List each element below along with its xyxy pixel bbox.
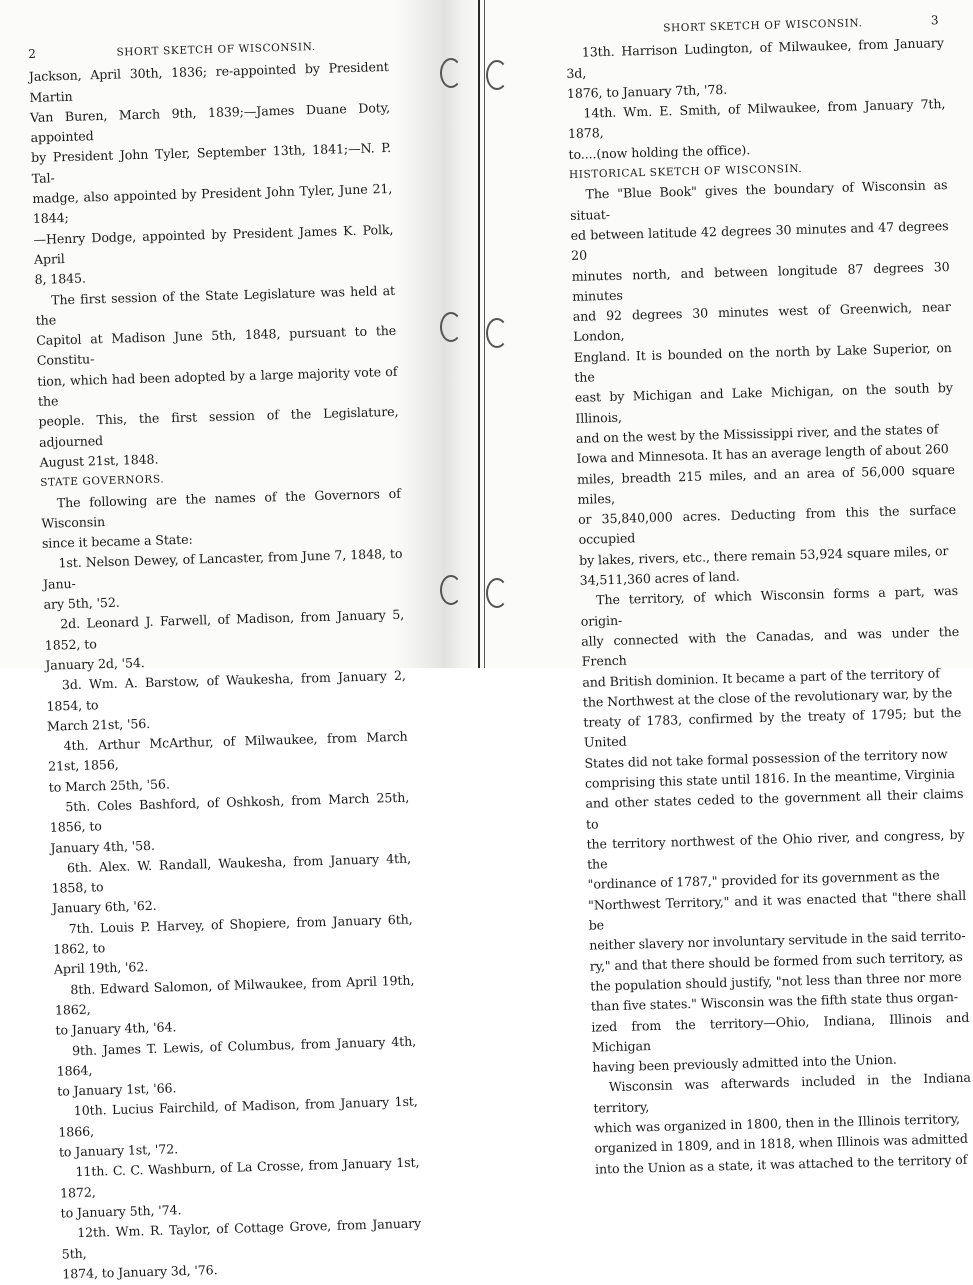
text-line: east by Michigan and Lake Michigan, on the south by Illinois, [574, 380, 953, 426]
text-line: to January 1st, '72. [58, 1141, 179, 1160]
legislature-paragraph [35, 280, 400, 473]
text-line: and on the west by the Mississippi river, and the states of [575, 421, 939, 446]
governor-entry [56, 1031, 418, 1102]
page-number: 3 [930, 13, 940, 28]
text-line: Wisconsin was afterwards included in the Indiana territory, [593, 1070, 972, 1116]
text-line: "Northwest Territory," and it was enacted that "there shall be [587, 887, 967, 933]
text-line: than five states." Wisconsin was the fifth state thus organ- [590, 989, 959, 1014]
running-head: SHORT SKETCH OF WISCONSIN. [116, 40, 316, 59]
text-line: 6th. Alex. W. Randall, Waukesha, from January 4th, 1858, to [51, 850, 412, 896]
governor-entry [52, 909, 414, 980]
text-line: States did not take formal possession of the territory now [584, 745, 948, 771]
text-line: ary 5th, '52. [43, 594, 120, 612]
binder-ring-icon [486, 578, 508, 608]
text-line: January 6th, '62. [51, 898, 157, 917]
text-line: people. This, the first session of the Legislature, adjourned [38, 404, 399, 450]
boundary-paragraph [569, 175, 957, 591]
text-line: which was organized in 1800, then in the Illinois territory, [593, 1111, 961, 1136]
text-line: organized in 1809, and in 1818, when Illinois was admitted [594, 1131, 969, 1156]
text-line: ally connected with the Canadas, and was under the French [581, 623, 960, 669]
binder-ring-icon [486, 318, 508, 348]
text-line: Jackson, April 30th, 1836; re-appointed by President Martin [28, 59, 389, 105]
text-line: 4th. Arthur McArthur, of Milwaukee, from March 21st, 1856, [47, 728, 408, 775]
governor-entry [49, 788, 411, 859]
binder-ring-icon [486, 60, 508, 90]
left-page [28, 34, 423, 1285]
text-line: January 2d, '54. [45, 654, 145, 673]
right-page [565, 10, 973, 1179]
governors-list-continued [566, 33, 947, 165]
appointments-paragraph [29, 57, 395, 290]
text-line: into the Union as a state, it was attached to the territory of [594, 1151, 968, 1177]
text-line: treaty of 1783, confirmed by the treaty of 1795; but the United [583, 704, 962, 751]
text-line: by President John Tyler, September 13th, 1841;—N. P. Tal- [30, 140, 392, 186]
text-line: 5th. Coles Bashford, of Oshkosh, from March 25th, 1856, to [49, 789, 410, 835]
text-line: —Henry Dodge, appointed by President James K. Polk, April [33, 221, 394, 267]
text-line: ed between latitude 42 degrees 30 minutes and 47 degrees 20 [570, 218, 949, 264]
text-line: Iowa and Minnesota. It has an average length of about 260 [576, 441, 949, 467]
text-line: having been previously admitted into the Union. [592, 1051, 897, 1075]
binder-ring-icon [440, 312, 462, 342]
governor-entry [58, 1092, 420, 1163]
text-line: The territory, of which Wisconsin forms a part, was origin- [580, 583, 959, 629]
text-line: 14th. Wm. E. Smith, of Milwaukee, from January 7th, 1878, [567, 96, 946, 142]
text-line: Capitol at Madison June 5th, 1848, pursuant to the Constitu- [36, 322, 397, 369]
text-line: 1876, to January 7th, '78. [566, 81, 728, 101]
text-line: and 92 degrees 30 minutes west of Greenwich, near London, [572, 299, 951, 345]
text-line: since it became a State: [41, 531, 193, 551]
text-line: August 21st, 1848. [39, 451, 159, 470]
text-line: The first session of the State Legislature was held at the [35, 282, 396, 328]
text-line: 11th. C. C. Washburn, of La Crosse, from January 1st, 1872, [59, 1154, 420, 1201]
binder-ring-icon [440, 575, 462, 605]
section-heading: HISTORICAL SKETCH OF WISCONSIN. [568, 162, 803, 182]
text-line: 34,511,360 acres of land. [579, 568, 740, 588]
text-line: to January 5th, '74. [60, 1202, 182, 1221]
text-line: 12th. Wm. R. Taylor, of Cottage Grove, from January 5th, [61, 1215, 422, 1262]
governor-entry [44, 605, 406, 676]
text-line: 8th. Edward Salomon, of Milwaukee, from April 19th, 1862, [54, 972, 415, 1018]
text-line: 2d. Leonard J. Farwell, of Madison, from January 5, 1852, to [44, 607, 405, 653]
text-line: "ordinance of 1787," provided for its government as the [587, 867, 940, 893]
text-line: or 35,840,000 acres. Deducting from this the surface occupied [577, 502, 957, 548]
text-line: comprising this state until 1816. In the meantime, Virginia [584, 766, 956, 791]
text-line: miles, breadth 215 miles, and an area of 56,000 square miles, [576, 461, 956, 507]
territory-paragraph [580, 581, 971, 1078]
text-line: January 4th, '58. [50, 837, 156, 856]
governor-entry [567, 94, 946, 165]
governor-entry [47, 727, 409, 798]
text-line: and other states ceded to the government all their claims to [585, 786, 964, 832]
text-line: to March 25th, '56. [48, 776, 170, 795]
page-gutter [395, 0, 485, 668]
text-line: neither slavery nor involuntary servitude in the said territo- [589, 928, 966, 954]
text-line: The following are the names of the Governors of Wisconsin [41, 485, 401, 531]
governor-entry [51, 849, 413, 920]
text-line: madge, also appointed by President John Tyler, June 21, 1844; [32, 180, 393, 227]
governor-entry [42, 544, 404, 615]
text-line: 8, 1845. [34, 270, 87, 288]
text-line: tion, which had been adopted by a large majority vote of the [37, 363, 398, 409]
governor-entry [59, 1153, 421, 1224]
text-line: April 19th, '62. [53, 959, 149, 977]
governor-entry [46, 666, 408, 737]
governor-entry [54, 970, 416, 1041]
text-line: the Northwest at the close of the revolutionary war, by the [582, 684, 953, 710]
text-line: the territory northwest of the Ohio river, and congress, by the [586, 826, 965, 872]
organization-paragraph [593, 1068, 973, 1179]
text-line: minutes north, and between longitude 87 degrees 30 minutes [571, 258, 950, 304]
text-line: 10th. Lucius Fairchild, of Madison, from January 1st, 1866, [58, 1093, 418, 1140]
page-fold-shadow [484, 0, 485, 668]
governor-entry [61, 1214, 423, 1285]
running-head: SHORT SKETCH OF WISCONSIN. [663, 17, 863, 35]
text-line: the population should justify, "not less than three nor more [590, 968, 962, 994]
text-line: and British dominion. It became a part of the territory of [582, 664, 940, 690]
text-line: 7th. Louis P. Harvey, of Shopiere, from January 6th, 1862, to [53, 911, 413, 957]
page-fold-line [478, 0, 480, 668]
text-line: to....(now holding the office). [568, 141, 751, 162]
text-line: 13th. Harrison Ludington, of Milwaukee, from January 3d, [566, 35, 944, 81]
page-number: 2 [28, 46, 37, 61]
text-line: 3d. Wm. A. Barstow, of Waukesha, from January 2, 1854, to [46, 667, 406, 714]
binder-ring-icon [440, 58, 462, 88]
text-line: 9th. James T. Lewis, of Columbus, from January 4th, 1864, [56, 1033, 417, 1079]
section-heading: STATE GOVERNORS. [40, 473, 165, 490]
text-line: March 21st, '56. [46, 715, 151, 734]
text-line: ry," and that there should be formed from such territory, as [589, 948, 963, 974]
text-line: to January 4th, '64. [55, 1019, 177, 1038]
text-line: to January 1st, '66. [57, 1080, 177, 1099]
governors-intro [41, 483, 403, 554]
text-line: 1874, to January 3d, '76. [62, 1262, 218, 1282]
governor-entry [566, 33, 945, 104]
governors-list [42, 544, 422, 1284]
text-line: 1st. Nelson Dewey, of Lancaster, from June 7, 1848, to Janu- [42, 546, 403, 592]
text-line: The "Blue Book" gives the boundary of Wisconsin as situat- [569, 177, 948, 223]
text-line: Van Buren, March 9th, 1839;—James Duane Doty, appointed [29, 99, 391, 146]
text-line: England. It is bounded on the north by Lake Superior, on the [573, 339, 952, 385]
text-line: ized from the territory—Ohio, Indiana, Illinois and Michigan [591, 1009, 970, 1055]
text-line: by lakes, rivers, etc., there remain 53,924 square miles, or [578, 542, 949, 568]
